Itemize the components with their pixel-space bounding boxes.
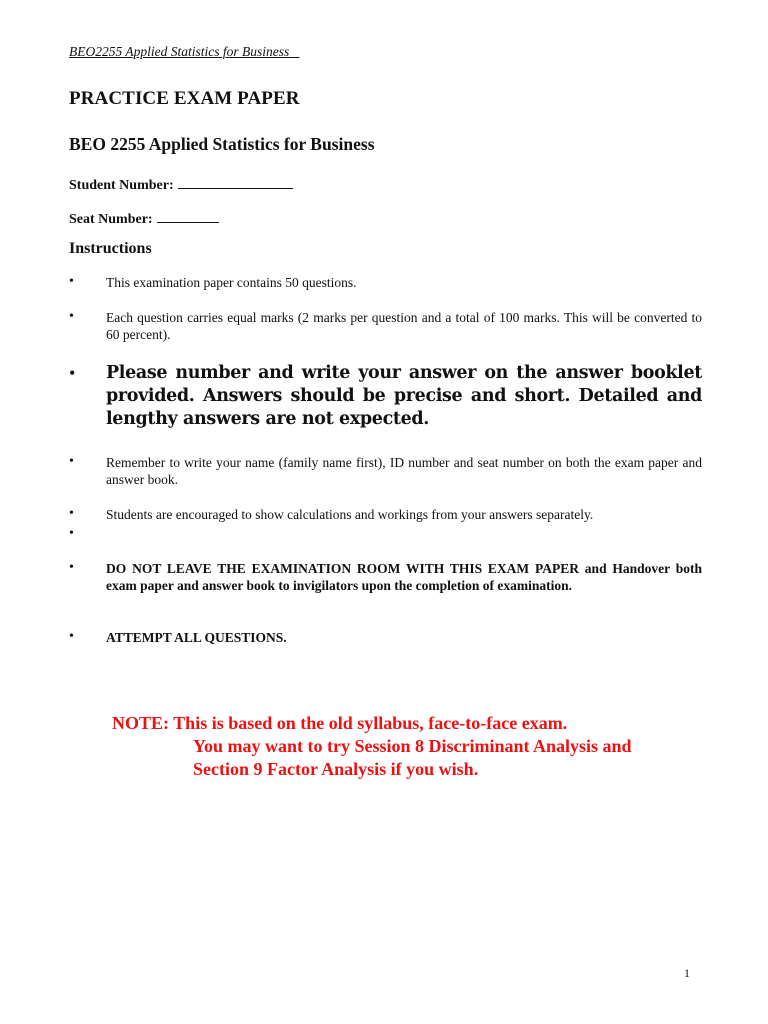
instruction-item [69,454,702,488]
student-number-label: Student Number: [69,178,174,193]
instruction-text-warning: DO NOT LEAVE THE EXAMINATION ROOM WITH THIS EXAM PAPER and Handover both exam paper and answer book to invigilators upon the completion of examination. [106,561,702,593]
student-number-blank [178,174,293,189]
instruction-item [69,309,702,343]
instruction-item [69,362,702,431]
instruction-item [69,274,702,291]
bullet-icon: • [69,363,76,383]
student-number-field [69,174,293,194]
course-title: BEO 2255 Applied Statistics for Business [69,134,375,154]
running-header: BEO2255 Applied Statistics for Business [69,44,300,59]
instructions-heading: Instructions [69,240,152,257]
bullet-icon: • [69,506,74,521]
instruction-text: This examination paper contains 50 questions. [106,275,357,290]
instruction-text-emphasis: Please number and write your answer on the answer booklet provided. Answers should be precise and short. Detailed and lengthy answers are not expected. [106,363,702,429]
instruction-item [69,560,702,594]
instruction-text: Students are encouraged to show calculations and workings from your answers separately. [106,507,594,522]
note-line-2: You may want to try Session 8 Discriminant Analysis and [193,736,632,756]
bullet-icon: • [69,274,74,289]
page-number: 1 [684,966,690,980]
bullet-icon: • [69,526,74,541]
instruction-item [69,629,702,646]
bullet-icon: • [69,454,74,469]
instruction-text: Remember to write your name (family name first), ID number and seat number on both the exam paper and answer book. [106,455,702,487]
seat-number-label: Seat Number: [69,212,153,227]
page-title: PRACTICE EXAM PAPER [69,88,300,109]
instruction-text-attempt-all: ATTEMPT ALL QUESTIONS. [106,630,287,645]
instruction-text: Each question carries equal marks (2 marks per question and a total of 100 marks. This will be converted to 60 percent). [106,310,702,342]
instruction-item [69,506,702,523]
bullet-icon: • [69,560,74,575]
bullet-icon: • [69,629,74,644]
seat-number-field [69,208,219,228]
seat-number-blank [157,208,219,223]
bullet-icon: • [69,309,74,324]
syllabus-note [112,712,632,781]
note-line-3: Section 9 Factor Analysis if you wish. [193,759,479,779]
note-line-1: NOTE: This is based on the old syllabus, face-to-face exam. [112,713,568,733]
